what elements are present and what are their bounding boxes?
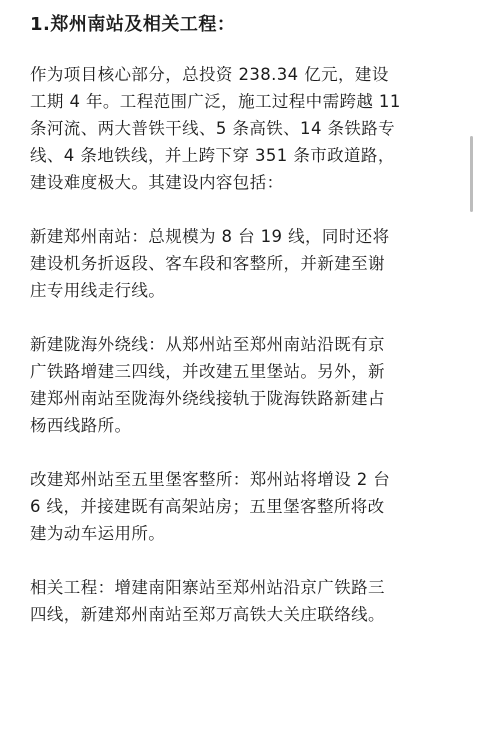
paragraph-longhai-bypass: [30, 331, 470, 439]
paragraph-line: 改建郑州站至五里堡客整所：郑州站将增设 2 台: [30, 470, 391, 489]
paragraph-line: 建为动车运用所。: [30, 524, 166, 543]
paragraph-line: 条河流、两大普铁干线、5 条高铁、14 条铁路专: [30, 119, 396, 138]
vertical-scrollbar[interactable]: [470, 136, 473, 212]
paragraph-line: 作为项目核心部分，总投资 238.34 亿元，建设: [30, 65, 389, 84]
paragraph-line: 线、4 条地铁线，并上跨下穿 351 条市政道路，: [30, 146, 395, 165]
paragraph-new-zhengzhou-south-station: [30, 223, 470, 304]
paragraph-line: 工期 4 年。工程范围广泛，施工过程中需跨越 11: [30, 92, 401, 111]
section-heading: 1.郑州南站及相关工程：: [30, 14, 236, 35]
paragraph-line: 建设机务折返段、客车段和客整所，并新建至谢: [30, 254, 385, 273]
paragraph-related-works: [30, 574, 470, 628]
article-body: [30, 10, 470, 655]
paragraph-line: 建设难度极大。其建设内容包括：: [30, 173, 284, 192]
paragraph-line: 新建郑州南站：总规模为 8 台 19 线，同时还将: [30, 227, 390, 246]
paragraph-line: 相关工程：增建南阳寨站至郑州站沿京广铁路三: [30, 578, 385, 597]
paragraph-overview: [30, 61, 470, 196]
paragraph-line: 庄专用线走行线。: [30, 281, 166, 300]
paragraph-line: 建郑州南站至陇海外绕线接轨于陇海铁路新建占: [30, 389, 385, 408]
paragraph-zhengzhou-station-rebuild: [30, 466, 470, 547]
paragraph-line: 四线，新建郑州南站至郑万高铁大关庄联络线。: [30, 605, 385, 624]
paragraph-line: 广铁路增建三四线，并改建五里堡站。另外，新: [30, 362, 385, 381]
paragraph-line: 6 线，并接建既有高架站房；五里堡客整所将改: [30, 497, 385, 516]
paragraph-line: 杨西线路所。: [30, 416, 132, 435]
paragraph-line: 新建陇海外绕线：从郑州站至郑州南站沿既有京: [30, 335, 385, 354]
